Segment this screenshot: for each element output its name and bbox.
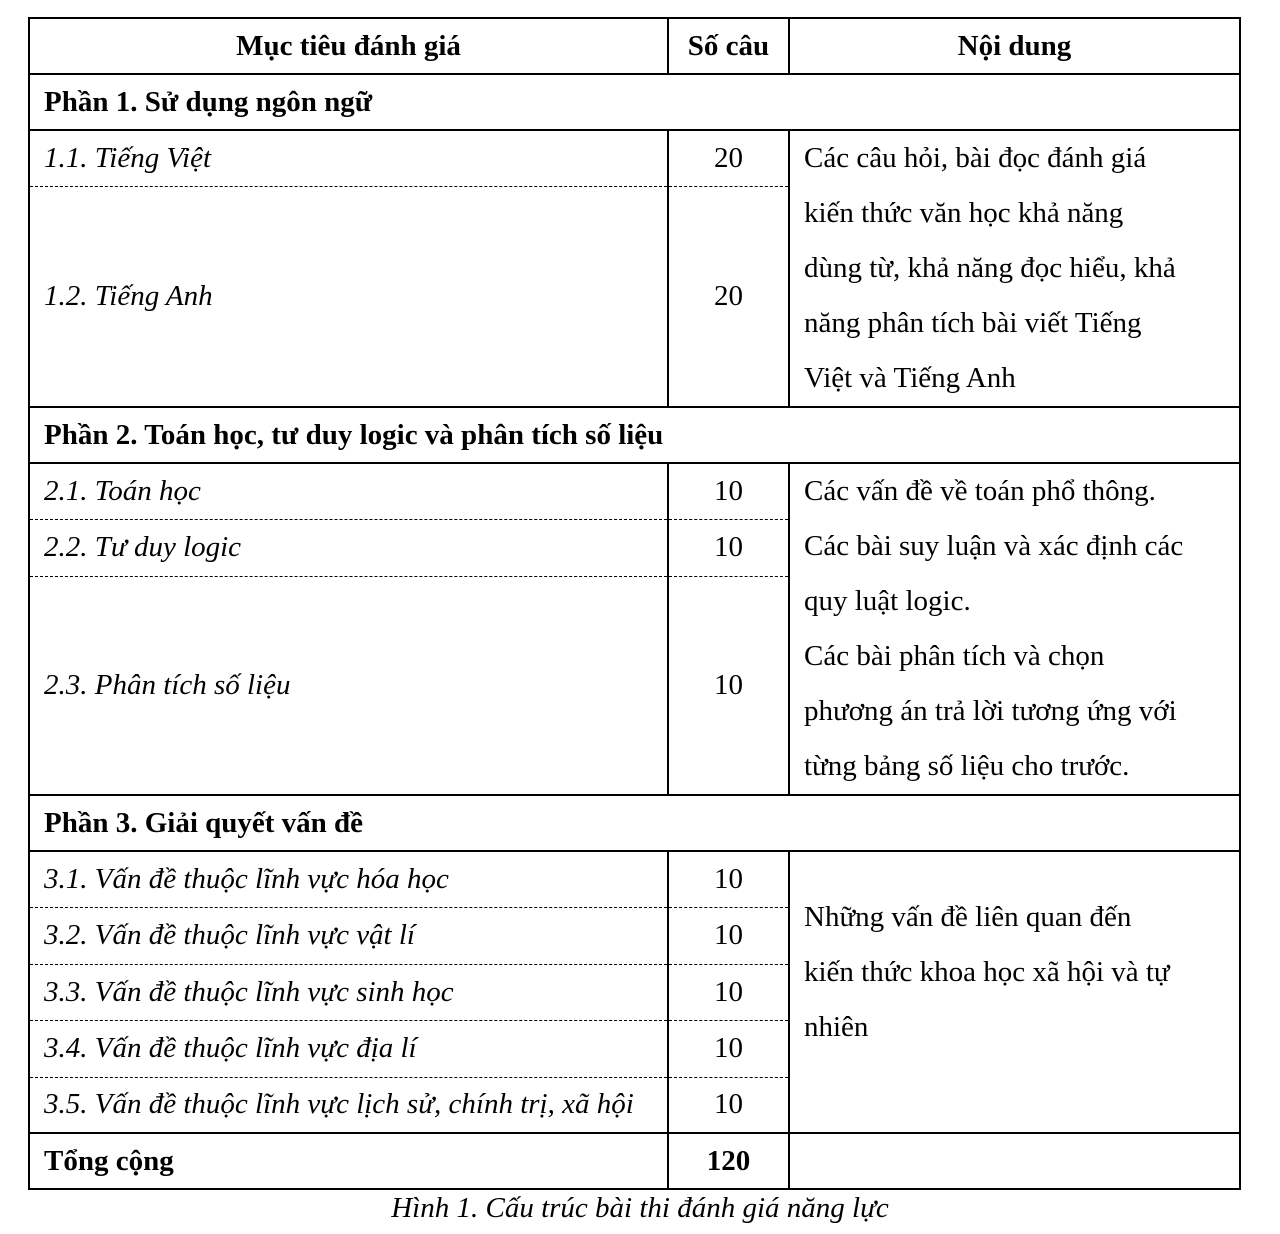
header-content: Nội dung: [789, 18, 1240, 74]
table-row-label: 3.1. Vấn đề thuộc lĩnh vực hóa học: [29, 851, 668, 907]
table-row-label: 3.2. Vấn đề thuộc lĩnh vực vật lí: [29, 907, 668, 964]
section-2-content: [789, 463, 1240, 795]
table-row-label: 3.4. Vấn đề thuộc lĩnh vực địa lí: [29, 1020, 668, 1077]
figure-caption: Hình 1. Cấu trúc bài thi đánh giá năng lực: [391, 1192, 889, 1224]
content-line: Việt và Tiếng Anh: [804, 362, 1016, 394]
table-row-count: 20: [668, 130, 789, 186]
total-label: Tổng cộng: [29, 1133, 668, 1189]
content-line: phương án trả lời tương ứng với: [804, 695, 1177, 727]
content-line: kiến thức văn học khả năng: [804, 197, 1124, 229]
section-3-title: Phần 3. Giải quyết vấn đề: [29, 795, 1240, 851]
content-line: nhiên: [804, 1010, 869, 1043]
header-objective: Mục tiêu đánh giá: [29, 18, 668, 74]
table-row-label: 2.1. Toán học: [29, 463, 668, 519]
content-line: Các bài phân tích và chọn: [804, 640, 1105, 672]
content-line: Các bài suy luận và xác định các: [804, 530, 1184, 562]
total-count: 120: [668, 1133, 789, 1189]
table-row-label: 1.1. Tiếng Việt: [29, 130, 668, 186]
table-row-count: 10: [668, 463, 789, 519]
exam-structure-table: [28, 17, 1241, 1190]
table-row-label: 2.2. Tư duy logic: [29, 519, 668, 576]
content-line: dùng từ, khả năng đọc hiểu, khả: [804, 252, 1176, 284]
table-row-label: 2.3. Phân tích số liệu: [29, 576, 668, 795]
table-row-count: 10: [668, 964, 789, 1020]
content-line: kiến thức khoa học xã hội và tự: [804, 955, 1170, 988]
section-2-title: Phần 2. Toán học, tư duy logic và phân tích số liệu: [29, 407, 1240, 463]
table-row-label: 1.2. Tiếng Anh: [29, 186, 668, 407]
table-row-count: 10: [668, 1020, 789, 1077]
table-row-count: 10: [668, 1077, 789, 1133]
table-row-count: 10: [668, 851, 789, 907]
total-content-empty: [789, 1133, 1240, 1189]
content-line: quy luật logic.: [804, 585, 971, 617]
table-row-label: 3.5. Vấn đề thuộc lĩnh vực lịch sử, chính trị, xã hội: [29, 1077, 668, 1133]
section-3-content: [789, 851, 1240, 1133]
section-1-content: [789, 130, 1240, 407]
content-line: năng phân tích bài viết Tiếng: [804, 307, 1142, 339]
header-count: Số câu: [668, 18, 789, 74]
content-line: Các vấn đề về toán phổ thông.: [804, 475, 1156, 507]
content-line: Những vấn đề liên quan đến: [804, 900, 1132, 933]
table-row-label: 3.3. Vấn đề thuộc lĩnh vực sinh học: [29, 964, 668, 1020]
content-line: Các câu hỏi, bài đọc đánh giá: [804, 142, 1147, 174]
content-line: từng bảng số liệu cho trước.: [804, 750, 1130, 782]
table-row-count: 10: [668, 907, 789, 964]
section-1-title: Phần 1. Sử dụng ngôn ngữ: [29, 74, 1240, 130]
table-row-count: 10: [668, 576, 789, 795]
table-row-count: 10: [668, 519, 789, 576]
table-row-count: 20: [668, 186, 789, 407]
